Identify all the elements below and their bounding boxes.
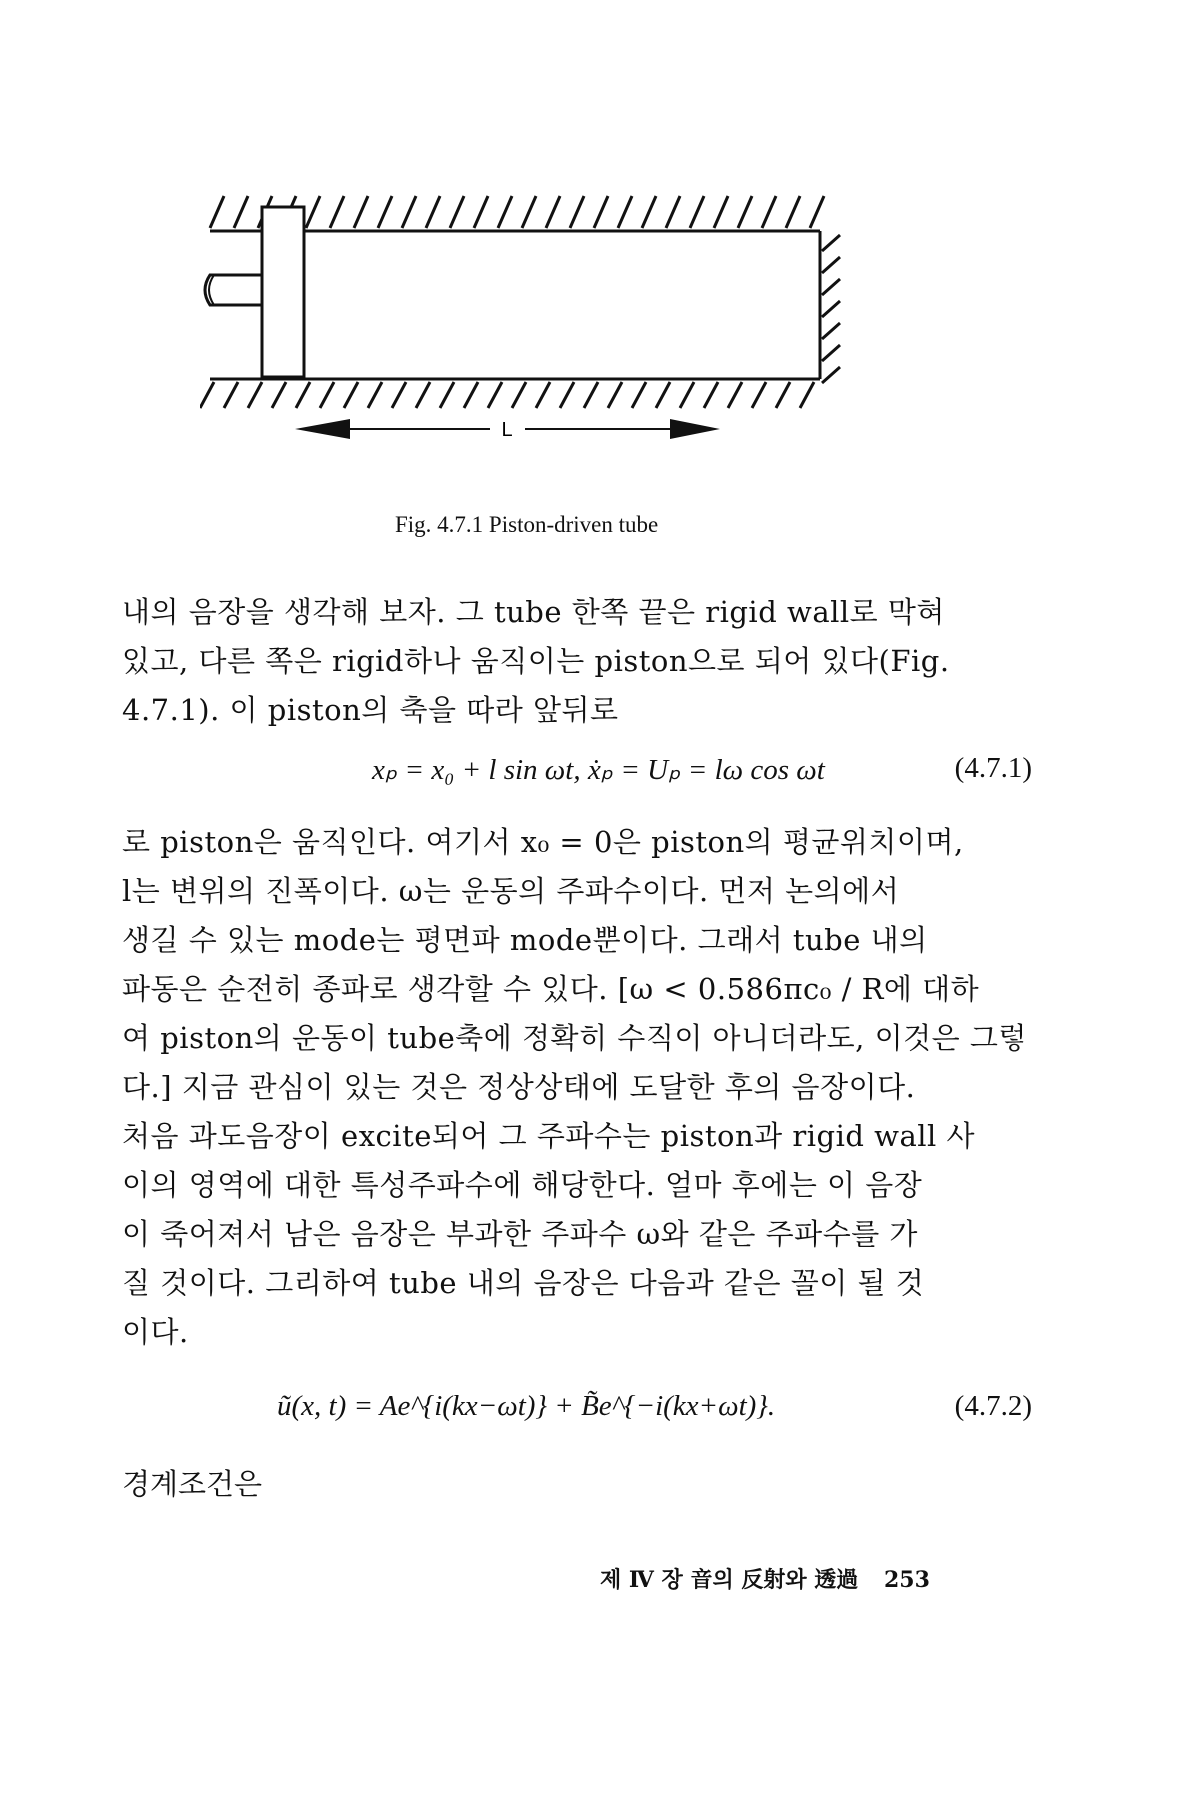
hatch-mark	[680, 382, 694, 408]
hatch-mark	[474, 196, 488, 228]
hatch-mark	[416, 382, 430, 408]
hatch-mark	[656, 382, 670, 408]
text-line: 질 것이다. 그리하여 tube 내의 음장은 다음과 같은 꼴이 될 것	[122, 1266, 925, 1300]
arrow-left-head	[295, 419, 350, 439]
hatch-mark	[738, 196, 752, 228]
hatch-mark	[498, 196, 512, 228]
text-line: 다.] 지금 관심이 있는 것은 정상상태에 도달한 후의 음장이다.	[122, 1070, 916, 1104]
hatch-mark	[546, 196, 560, 228]
piston-tube-figure	[200, 190, 860, 520]
hatch-mark	[608, 382, 622, 408]
hatch-mark	[800, 382, 814, 408]
hatch-mark	[690, 196, 704, 228]
text-line: 로 piston은 움직인다. 여기서 x₀ = 0은 piston의 평균위치이며,	[122, 825, 964, 859]
hatch-mark	[248, 382, 262, 408]
hatch-mark	[522, 196, 536, 228]
hatch-mark	[762, 196, 776, 228]
hatch-mark	[464, 382, 478, 408]
bottom-wall-hatch-marks	[200, 382, 814, 408]
hatch-mark	[488, 382, 502, 408]
hatch-mark	[200, 382, 214, 408]
hatch-mark	[752, 382, 766, 408]
piston	[262, 207, 304, 377]
text-line: l는 변위의 진폭이다. ω는 운동의 주파수이다. 먼저 논의에서	[122, 874, 900, 908]
hatch-mark	[224, 382, 238, 408]
equation-number: (4.7.1)	[954, 752, 1032, 784]
hatch-mark	[234, 196, 248, 228]
equation-number: (4.7.2)	[954, 1390, 1032, 1422]
hatch-mark	[368, 382, 382, 408]
hatch-mark	[714, 196, 728, 228]
hatch-mark	[306, 196, 320, 228]
hatch-mark	[822, 257, 840, 273]
hatch-mark	[632, 382, 646, 408]
hatch-mark	[402, 196, 416, 228]
equation-4-7-1	[122, 752, 1032, 796]
hatch-mark	[512, 382, 526, 408]
text-line: 파동은 순전히 종파로 생각할 수 있다. [ω < 0.586πc₀ / R에 대하	[122, 972, 980, 1006]
hatch-mark	[822, 301, 840, 317]
text-line: 생길 수 있는 mode는 평면파 mode뿐이다. 그래서 tube 내의	[122, 923, 928, 957]
text-line: 내의 음장을 생각해 보자. 그 tube 한쪽 끝은 rigid wall로 막혀	[122, 595, 945, 629]
page-footer	[600, 1563, 1020, 1594]
equation-4-7-2	[122, 1390, 1032, 1434]
arrow-right-head	[670, 419, 720, 439]
equation-body: ũ(x, t) = Ae^{i(kx−ωt)} + B̃e^{−i(kx+ωt)}.	[277, 1390, 776, 1422]
hatch-mark	[570, 196, 584, 228]
hatch-mark	[810, 196, 824, 228]
paragraph-2	[122, 818, 1032, 1357]
lead-in-text: 경계조건은	[122, 1467, 263, 1501]
hatch-mark	[822, 235, 840, 251]
hatch-mark	[426, 196, 440, 228]
hatch-mark	[330, 196, 344, 228]
text-line: 처음 과도음장이 excite되어 그 주파수는 piston과 rigid wall 사	[122, 1119, 976, 1153]
running-head: 제 Ⅳ 장 音의 反射와 透過	[600, 1567, 859, 1593]
hatch-mark	[594, 196, 608, 228]
hatch-mark	[704, 382, 718, 408]
hatch-mark	[320, 382, 334, 408]
text-line: 4.7.1). 이 piston의 축을 따라 앞뒤로	[122, 693, 619, 727]
hatch-mark	[560, 382, 574, 408]
hatch-mark	[786, 196, 800, 228]
hatch-mark	[584, 382, 598, 408]
hatch-mark	[210, 196, 224, 228]
text-line: 이 죽어져서 남은 음장은 부과한 주파수 ω와 같은 주파수를 가	[122, 1217, 918, 1251]
page-number: 253	[883, 1567, 930, 1593]
hatch-mark	[296, 382, 310, 408]
hatch-mark	[666, 196, 680, 228]
hatch-mark	[728, 382, 742, 408]
hatch-mark	[776, 382, 790, 408]
hatch-mark	[272, 382, 286, 408]
length-label: L	[501, 419, 513, 441]
text-line: 이다.	[122, 1315, 189, 1349]
right-wall-hatch-marks	[822, 235, 840, 383]
figure-caption: Fig. 4.7.1 Piston-driven tube	[395, 512, 659, 537]
hatch-mark	[354, 196, 368, 228]
hatch-mark	[344, 382, 358, 408]
hatch-mark	[536, 382, 550, 408]
hatch-mark	[822, 279, 840, 295]
hatch-mark	[392, 382, 406, 408]
hatch-mark	[378, 196, 392, 228]
equation-body: xₚ = x₀ + l sin ωt, ẋₚ = Uₚ = lω cos ωt	[372, 754, 825, 786]
hatch-mark	[440, 382, 454, 408]
piston-rod	[205, 275, 262, 305]
text-line: 있고, 다른 쪽은 rigid하나 움직이는 piston으로 되어 있다(Fig.	[122, 644, 950, 678]
hatch-mark	[822, 367, 840, 383]
text-line: 이의 영역에 대한 특성주파수에 해당한다. 얼마 후에는 이 음장	[122, 1168, 923, 1202]
hatch-mark	[822, 323, 840, 339]
text-line: 여 piston의 운동이 tube축에 정확히 수직이 아니더라도, 이것은 그렇	[122, 1021, 1027, 1055]
hatch-mark	[618, 196, 632, 228]
piston-tube-diagram	[200, 190, 860, 520]
hatch-mark	[822, 345, 840, 361]
paragraph-1	[122, 588, 1032, 735]
hatch-mark	[642, 196, 656, 228]
hatch-mark	[450, 196, 464, 228]
